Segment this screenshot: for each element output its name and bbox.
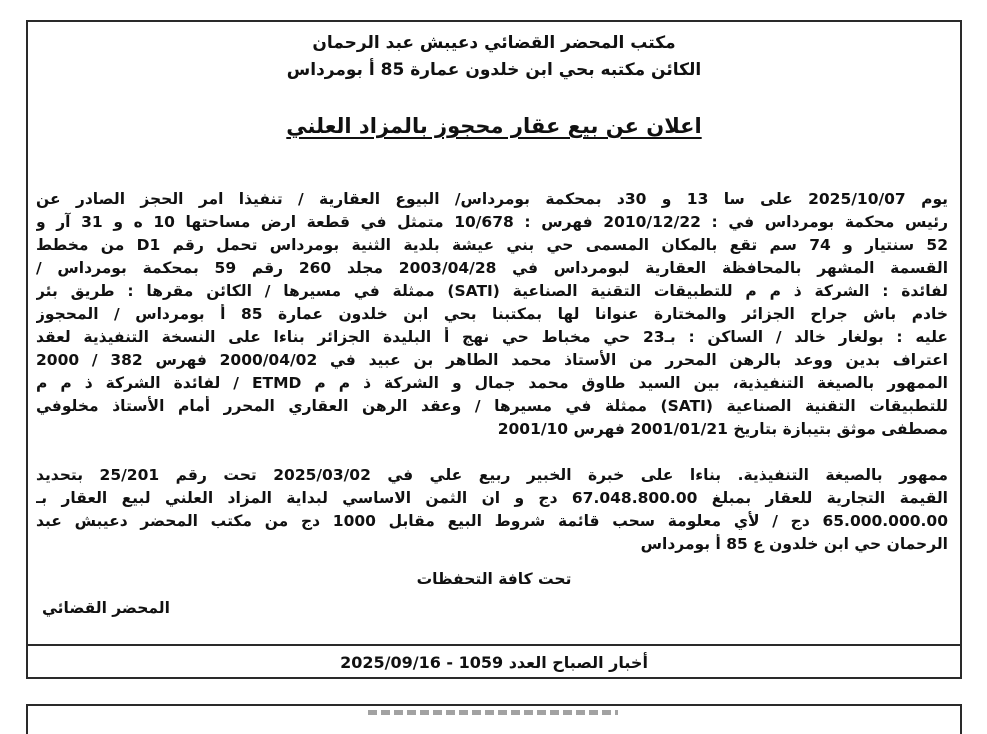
notice-body: [28, 22, 960, 646]
body-line: الممهور بالصيغة التنفيذية، بين السيد طاوق محمد جمال و الشركة ذ م م ETMD / لفائدة الشركة ذ م م: [36, 374, 948, 392]
body-line: اعتراف بدين ووعد بالرهن المحرر من الأستاذ محمد الطاهر بن عبيد في 2000/04/02 فهرس 382 / 2000: [36, 351, 948, 369]
body-line: مصطفى موثق بتيبازة بتاريخ 2001/01/21 فهرس 2001/10: [497, 420, 948, 438]
publication-footer: أخبار الصباح العدد 1059 - 2025/09/16: [340, 653, 648, 672]
body-line: عليه : بولغار خالد / الساكن : بـ23 حي مخباط حي نهج أ البليدة الجزائر بناءا على النسخة التنفيذية لعقد: [36, 328, 948, 346]
body-line: القيمة التجارية للعقار بمبلغ 67.048.800.00 دج و ان الثمن الاساسي لبداية المزاد العلني لبيع العقار بـ: [36, 489, 948, 507]
body-line: خادم باش جراح الجزائر والمختارة عنوانا لها بمكتبنا بحي ابن خلدون عمارة 85 أ بومرداس / المحجوز: [36, 305, 948, 323]
office-address: الكائن مكتبه بحي ابن خلدون عمارة 85 أ بومرداس: [286, 60, 702, 80]
reservation-note: تحت كافة التحفظات: [416, 570, 572, 588]
body-line: الرحمان حي ابن خلدون ع 85 أ بومرداس: [640, 535, 948, 553]
body-line: لفائدة : الشركة ذ م م للتطبيقات التقنية الصناعية (SATI) ممثلة في مسيرها / الكائن مقرها : طريق بئر: [36, 282, 948, 300]
legal-notice: [26, 20, 962, 679]
cropped-text-fragment: [368, 710, 618, 715]
body-line: القسمة المشهر بالمحافظة العقارية لبومرداس في 2003/04/28 مجلد 260 رقم 59 بمحكمة بومرداس /: [36, 259, 948, 277]
notice-title-text: اعلان عن بيع عقار محجوز بالمزاد العلني: [286, 114, 702, 138]
body-line: رئيس محكمة بومرداس في : 2010/12/22 فهرس : 10/678 متمثل في قطعة ارض مساحتها 10 ه و 31 آر و: [36, 213, 948, 231]
body-line: للتطبيقات التقنية الصناعية (SATI) ممثلة في مسيرها / وعقد الرهن العقاري المحرر أمام الأستاذ مخلوفي: [36, 397, 948, 415]
office-name: مكتب المحضر القضائي دعيبش عبد الرحمان: [312, 33, 676, 53]
body-line: 52 سنتيار و 74 سم تقع بالمكان المسمى حي بني عيشة بلدية الثنية بومرداس تحمل رقم D1 من مخطط: [36, 236, 948, 254]
body-line: ممهور بالصيغة التنفيذية. بناءا على خبرة الخبير ربيع علي في 2025/03/02 تحت رقم 25/201 بتحديد: [36, 466, 948, 484]
bailiff-signature: المحضر القضائي: [42, 599, 170, 617]
body-line: يوم 2025/10/07 على سا 13 و 30د بمحكمة بومرداس/ البيوع العقارية / تنفيذا امر الحجز الصادر عن: [36, 190, 948, 208]
notice-title: [28, 113, 960, 139]
body-line: 65.000.000.00 دج / لأي معلومة سحب قائمة شروط البيع مقابل 1000 دج من مكتب المحضر دعيبش عبد: [36, 512, 948, 530]
next-notice-edge: [26, 704, 962, 734]
